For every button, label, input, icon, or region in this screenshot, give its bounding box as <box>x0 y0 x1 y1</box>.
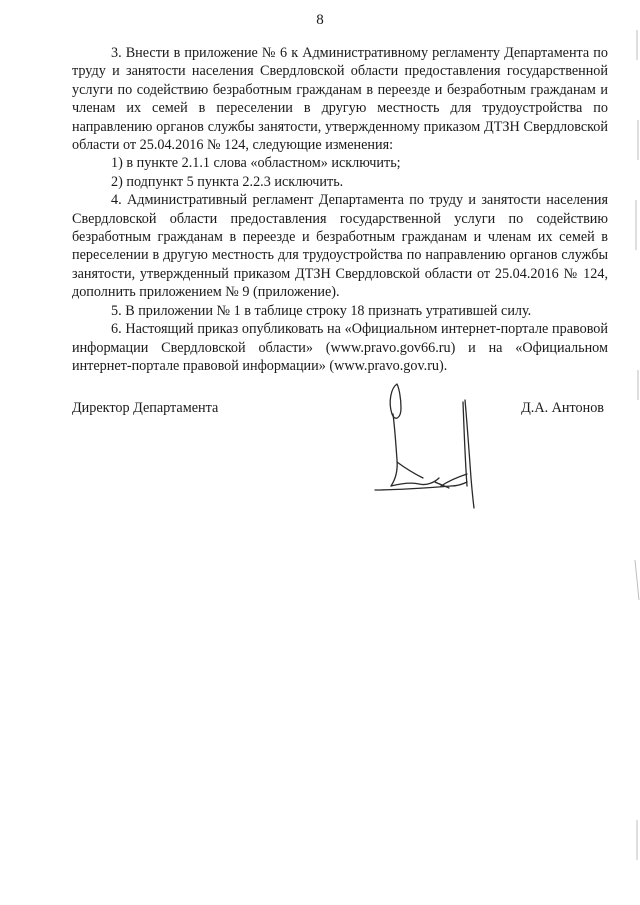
signatory-title: Директор Департамента <box>72 400 219 416</box>
paragraph-subitem-1: 1) в пункте 2.1.1 слова «областном» исключить; <box>111 155 401 172</box>
page-number: 8 <box>316 12 324 28</box>
handwritten-signature <box>355 378 505 518</box>
signatory-name: Д.А. Антонов <box>521 400 604 416</box>
paragraph-item-3: 3. Внести в приложение № 6 к Административному регламенту Департамента по труду и занятости населения Свердловской области предоставления государственной услуги по содействию безработным гражданам в переезде и безработным гражданам и членам их семей в переселении в другую местность для трудоустройства по направлению органов службы занятости, утвержденному приказом ДТЗН Свердловской области от 25.04.2016 № 124, следующие изменения: <box>72 45 608 154</box>
paragraph-item-4: 4. Административный регламент Департамента по труду и занятости населения Свердловской области предоставления государственной услуги по содействию безработным гражданам в переезде и безработным гражданам и членам их семей в переселении в другую местность для трудоустройства по направлению органов службы занятости, утвержденный приказом ДТЗН Свердловской области от 25.04.2016 № 124, дополнить приложением № 9 (приложение). <box>72 192 608 301</box>
paragraph-item-6: 6. Настоящий приказ опубликовать на «Официальном интернет-портале правовой информации Свердловской области» (www.pravo.gov66.ru) и на «Официальном интернет-портале правовой информации» (www.pravo.gov.ru). <box>72 321 608 374</box>
paragraph-subitem-2: 2) подпункт 5 пункта 2.2.3 исключить. <box>111 173 344 190</box>
scan-edge-marks <box>630 0 640 905</box>
paragraph-item-5: 5. В приложении № 1 в таблице строку 18 признать утратившей силу. <box>111 302 532 319</box>
document-body <box>72 44 608 375</box>
